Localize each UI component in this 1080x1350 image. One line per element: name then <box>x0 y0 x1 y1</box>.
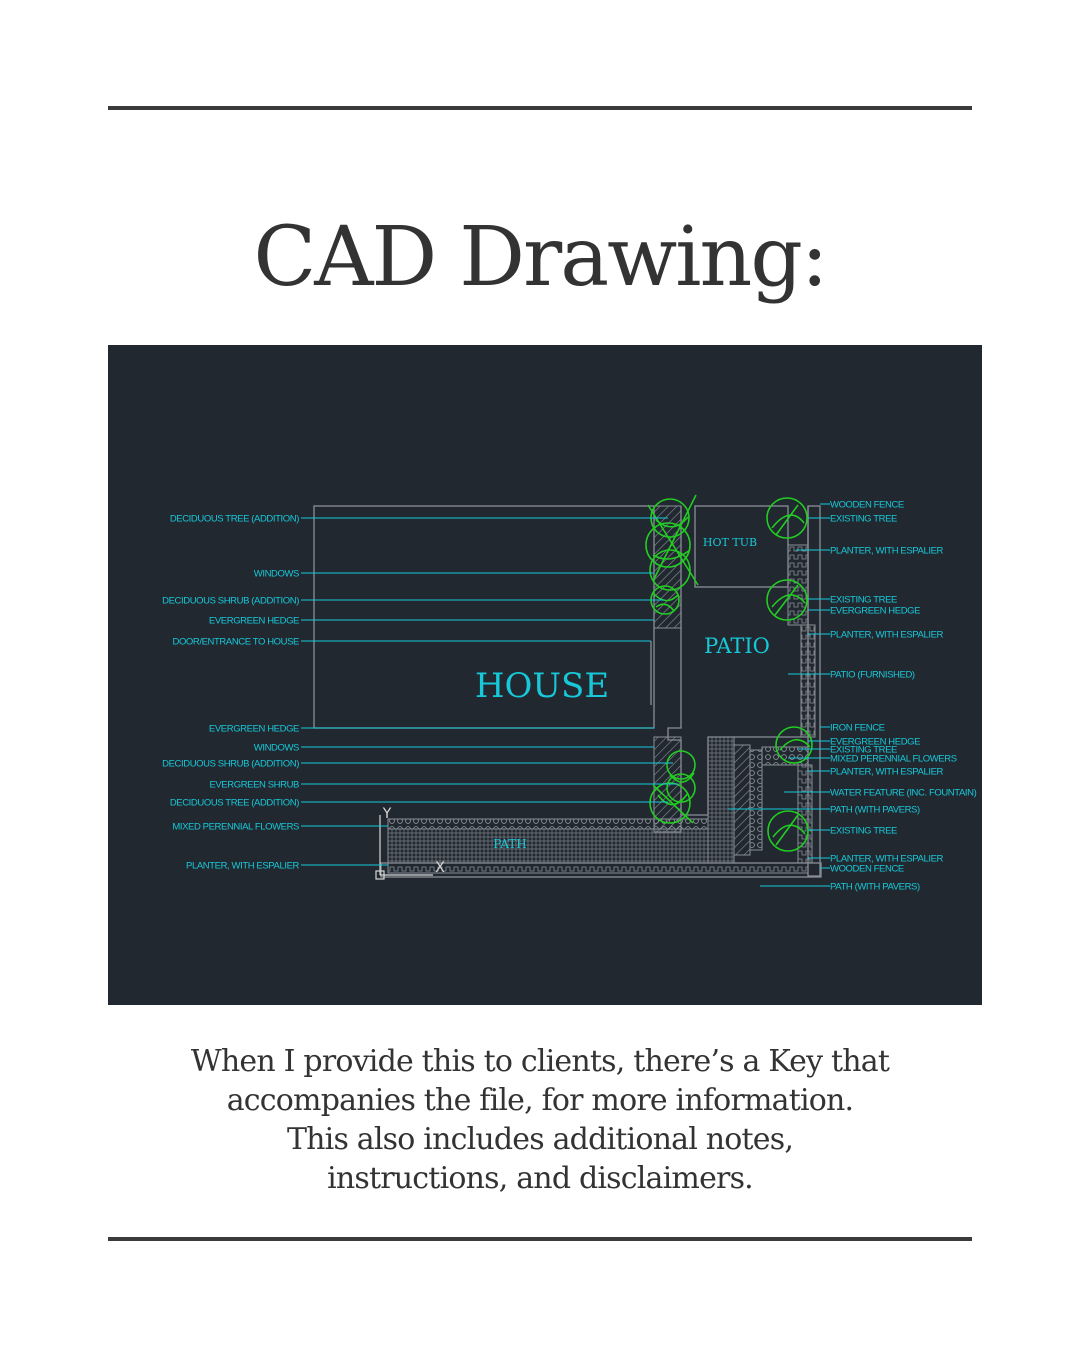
callout-label: EXISTING TREE <box>830 825 897 837</box>
callout-label: WOODEN FENCE <box>830 499 904 511</box>
callout-label: WATER FEATURE (INC. FOUNTAIN) <box>830 787 977 799</box>
planter-right-mid <box>801 625 815 737</box>
existing-tree-lower-icon <box>768 811 808 851</box>
caption-line: instructions, and disclaimers. <box>327 1161 753 1196</box>
callout-label: EVERGREEN HEDGE <box>830 605 921 617</box>
callout-label: PLANTER, WITH ESPALIER <box>830 853 943 865</box>
callout-label: EVERGREEN HEDGE <box>208 615 299 627</box>
callout-label: PLANTER, WITH ESPALIER <box>830 545 943 557</box>
callout-label: PLANTER, WITH ESPALIER <box>186 860 299 872</box>
right-leaders <box>728 500 977 893</box>
callout-label: EVERGREEN SHRUB <box>209 779 299 791</box>
path-label: PATH <box>493 837 527 851</box>
callout-label: PATH (WITH PAVERS) <box>830 804 920 816</box>
callout-label: PLANTER, WITH ESPALIER <box>830 629 943 641</box>
ucs-y-label: Y <box>382 806 392 822</box>
existing-tree-mid-icon <box>767 580 807 620</box>
house-label: HOUSE <box>474 666 610 706</box>
callout-label: WINDOWS <box>253 568 299 580</box>
callout-label: EXISTING TREE <box>830 744 897 756</box>
callout-label: PATH (WITH PAVERS) <box>830 881 920 893</box>
caption <box>140 1042 940 1198</box>
callout-label: EXISTING TREE <box>830 513 897 525</box>
patio-label: PATIO <box>704 634 770 658</box>
callout-label: MIXED PERENNIAL FLOWERS <box>830 753 957 765</box>
caption-line: This also includes additional notes, <box>286 1122 794 1157</box>
existing-tree-upper-icon <box>767 498 807 538</box>
callout-label: DECIDUOUS SHRUB (ADDITION) <box>162 595 299 607</box>
hedge-inner <box>734 745 750 855</box>
page-title: CAD Drawing: <box>253 210 827 305</box>
callout-label: DECIDUOUS TREE (ADDITION) <box>169 513 299 525</box>
callout-label: DOOR/ENTRANCE TO HOUSE <box>172 636 299 648</box>
paver-path-vertical <box>708 737 734 863</box>
planter-bottom <box>388 863 808 873</box>
callout-label: PLANTER, WITH ESPALIER <box>830 766 943 778</box>
callout-label: EVERGREEN HEDGE <box>208 723 299 735</box>
callout-label: WOODEN FENCE <box>830 863 904 875</box>
caption-line: When I provide this to clients, there’s a Key that <box>190 1044 890 1079</box>
callout-label: EVERGREEN HEDGE <box>830 736 921 748</box>
top-divider <box>108 106 972 110</box>
callout-label: WINDOWS <box>253 742 299 754</box>
callout-label: DECIDUOUS TREE (ADDITION) <box>169 797 299 809</box>
flowers-inner <box>750 750 762 850</box>
paver-path-bottom <box>388 829 708 863</box>
caption-line: accompanies the file, for more information. <box>226 1083 854 1118</box>
callout-label: DECIDUOUS SHRUB (ADDITION) <box>162 758 299 770</box>
cad-drawing-panel <box>108 345 982 1005</box>
callout-label: EXISTING TREE <box>830 594 897 606</box>
bottom-divider <box>108 1237 972 1241</box>
callout-label: MIXED PERENNIAL FLOWERS <box>172 821 299 833</box>
callout-label: PATIO (FURNISHED) <box>830 669 915 681</box>
ucs-x-label: X <box>435 860 445 876</box>
cad-drawing <box>108 345 982 1005</box>
planter-right-lower <box>798 765 812 863</box>
callout-label: IRON FENCE <box>830 722 885 734</box>
hot-tub-label: HOT TUB <box>702 536 758 549</box>
